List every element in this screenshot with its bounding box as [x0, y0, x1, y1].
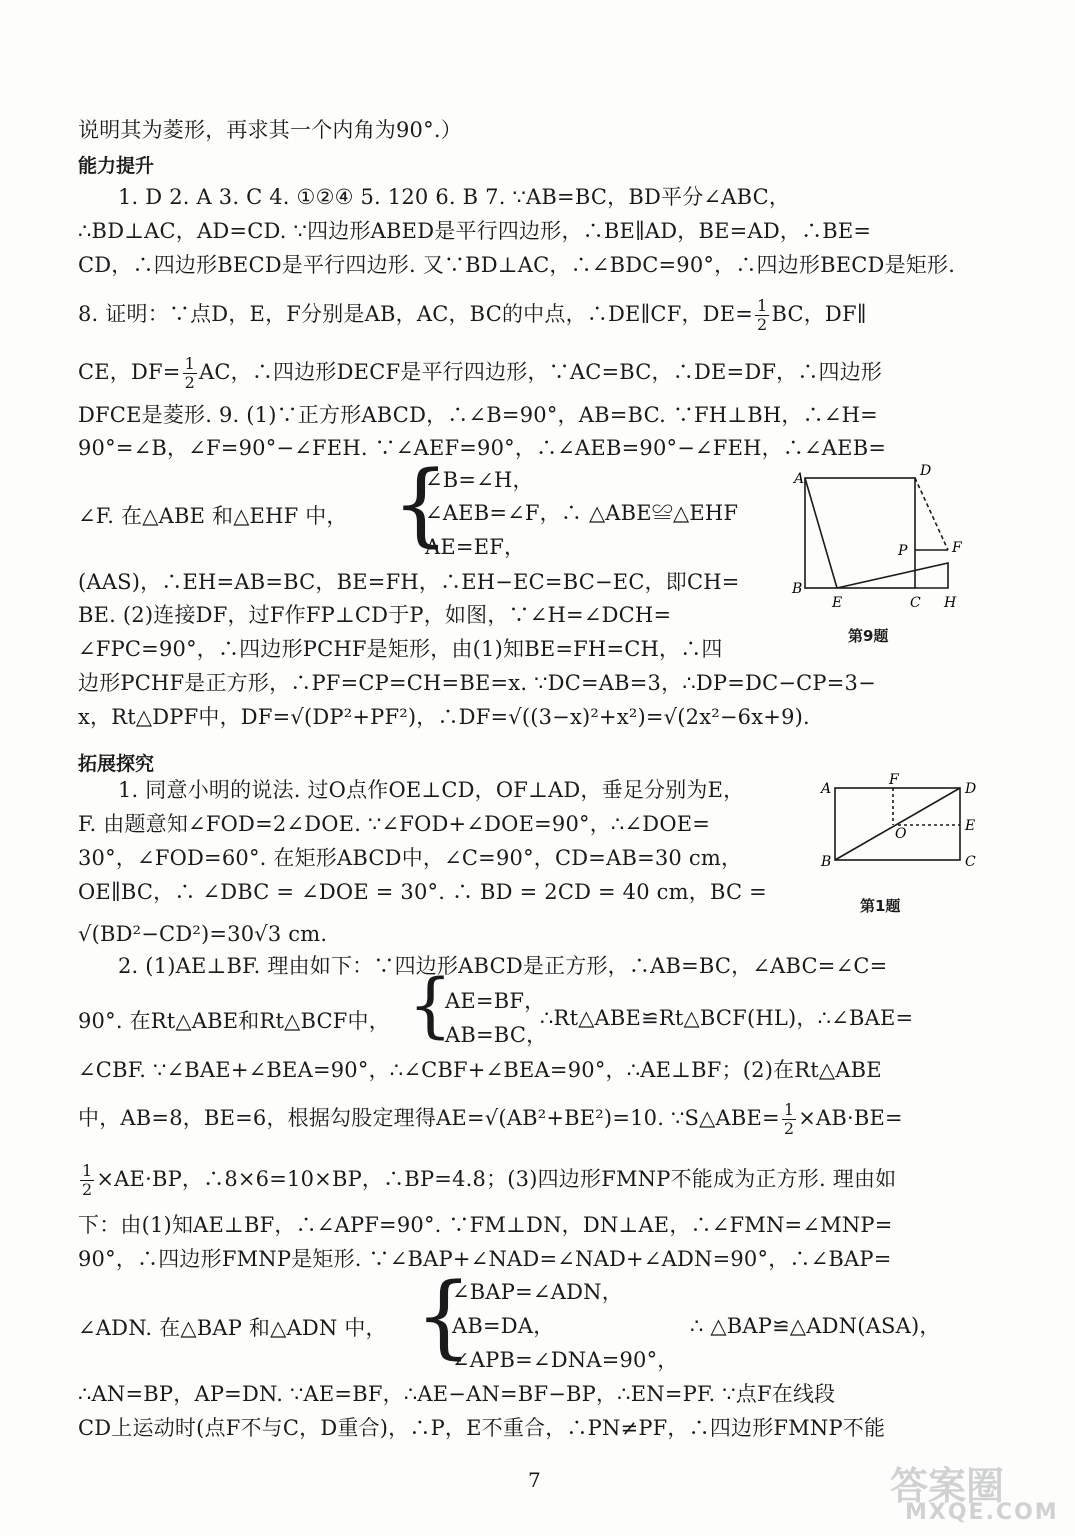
- fraction-denominator: 2: [757, 315, 768, 334]
- watermark-logo: 答案圈: [890, 1464, 1005, 1508]
- system-line: AB=BC，: [445, 1023, 548, 1047]
- point-label-B: B: [821, 854, 832, 870]
- text-line: [78, 355, 882, 392]
- fraction-numerator: 1: [757, 296, 768, 315]
- text-line: 2. (1)AE⊥BF. 理由如下：∵四边形ABCD是正方形，∴AB=BC，∠ABC=∠C=: [118, 954, 888, 978]
- point-label-H: H: [944, 595, 957, 611]
- fraction-numerator: 1: [783, 1100, 795, 1119]
- fraction-numerator: 1: [82, 1161, 93, 1180]
- fraction-numerator: 1: [184, 354, 195, 373]
- text-line: 30°，∠FOD=60°. 在矩形ABCD中，∠C=90°，CD=AB=30 cm，: [78, 846, 743, 870]
- text-line: ∠ADN. 在△BAP 和△ADN 中，: [78, 1316, 387, 1340]
- text-line: ∴BD⊥AC，AD=CD. ∵四边形ABED是平行四边形，∴BE∥AD，BE=AD，∴BE=: [78, 219, 872, 243]
- page-number: 7: [528, 1468, 541, 1492]
- text-line: ∴Rt△ABE≌Rt△BCF(HL)，∴∠BAE=: [540, 1006, 914, 1030]
- text-segment: ×AB·BE=: [798, 1106, 903, 1130]
- text-segment: 中，AB=8，BE=6，根据勾股定理得AE=√(AB²+BE²)=10. ∵S△ABE=: [78, 1106, 780, 1130]
- fraction-denominator: 2: [783, 1119, 795, 1138]
- text-line: ∠F. 在△ABE 和△EHF 中，: [78, 504, 348, 528]
- text-line: BE. (2)连接DF，过F作FP⊥CD于P，如图，∵∠H=∠DCH=: [78, 603, 672, 627]
- point-label-C: C: [910, 595, 921, 611]
- point-label-A: A: [821, 781, 832, 797]
- text-line: ∴ △BAP≌△ADN(ASA)，: [690, 1314, 941, 1338]
- system-line: ∠B=∠H，: [425, 468, 534, 492]
- text-segment: 8. 证明：∵点D，E，F分别是AB，AC，BC的中点，∴DE∥CF，DE=: [78, 302, 754, 326]
- point-label-A: A: [794, 471, 805, 487]
- text-line: 90°=∠B，∠F=90°−∠FEH. ∵∠AEF=90°，∴∠AEB=90°−∠FEH，∴∠AEB=: [78, 436, 887, 460]
- system-brace: {: [408, 964, 453, 1046]
- text-line: CD上运动时(点F不与C，D重合)，∴P，E不重合，∴PN≠PF，∴四边形FMNP不能: [78, 1416, 886, 1440]
- watermark-site: MXQE.COM: [905, 1500, 1059, 1525]
- system-brace: {: [415, 1264, 473, 1369]
- point-label-C: C: [965, 854, 976, 870]
- text-line: F. 由题意知∠FOD=2∠DOE. ∵∠FOD+∠DOE=90°，∴∠DOE=: [78, 812, 711, 836]
- section-heading-explore: 拓展探究: [78, 753, 155, 775]
- text-line: 下：由(1)知AE⊥BF，∴∠APF=90°. ∵FM⊥DN，DN⊥AE，∴∠FMN=∠MNP=: [78, 1213, 893, 1237]
- text-line: 边形PCHF是正方形，∴PF=CP=CH=BE=x. ∵DC=AB=3，∴DP=DC−CP=3−: [78, 671, 876, 695]
- text-line: CD，∴四边形BECD是平行四边形. 又∵BD⊥AC，∴∠BDC=90°，∴四边形BECD是矩形.: [78, 253, 956, 277]
- point-label-E: E: [965, 818, 976, 834]
- text-segment: CE，DF=: [78, 360, 181, 384]
- text-segment: BC，DF∥: [771, 302, 867, 326]
- figure-1-caption: 第1题: [860, 897, 901, 915]
- text-line: DFCE是菱形. 9. (1)∵正方形ABCD，∴∠B=90°，AB=BC. ∵FH⊥BH，∴∠H=: [78, 403, 878, 427]
- point-label-D: D: [920, 463, 932, 479]
- figure-9-caption: 第9题: [848, 627, 889, 645]
- point-label-D: D: [965, 781, 977, 797]
- fraction-denominator: 2: [82, 1180, 93, 1199]
- text-line: [78, 1162, 896, 1199]
- point-label-F: F: [889, 772, 899, 788]
- point-label-E: E: [832, 595, 843, 611]
- fraction: [755, 297, 769, 334]
- figure-1: [815, 770, 985, 880]
- point-label-B: B: [792, 581, 803, 597]
- text-segment: AC，∴四边形DECF是平行四边形，∵AC=BC，∴DE=DF，∴四边形: [199, 360, 883, 384]
- point-label-O: O: [895, 826, 907, 842]
- fraction-denominator: 2: [184, 373, 195, 392]
- text-line: ∠FPC=90°，∴四边形PCHF是矩形，由(1)知BE=FH=CH，∴四: [78, 637, 723, 661]
- text-line: 90°. 在Rt△ABE和Rt△BCF中，: [78, 1009, 390, 1033]
- system-brace: {: [392, 452, 450, 557]
- system-line: AE=EF，: [425, 535, 526, 559]
- system-line: ∠AEB=∠F，∴ △ABE≌△EHF: [425, 501, 739, 525]
- text-line: ∴AN=BP，AP=DN. ∵AE=BF，∴AE−AN=BF−BP，∴EN=PF. ∵点F在线段: [78, 1382, 836, 1406]
- text-line: 说明其为菱形，再求其一个内角为90°.）: [78, 118, 462, 142]
- text-line: (AAS)，∴EH=AB=BC，BE=FH，∴EH−EC=BC−EC，即CH=: [78, 570, 740, 594]
- fraction: [80, 1162, 94, 1199]
- system-line: ∠BAP=∠ADN，: [452, 1280, 623, 1304]
- system-line: AE=BF，: [445, 989, 546, 1013]
- section-heading-ability: 能力提升: [78, 155, 155, 177]
- text-line: 90°，∴四边形FMNP是矩形. ∵∠BAP+∠NAD=∠NAD+∠ADN=90°，∴∠BAP=: [78, 1247, 892, 1271]
- point-label-F: F: [952, 540, 962, 556]
- text-line: √(BD²−CD²)=30√3 cm.: [78, 922, 328, 946]
- text-line: 1. 同意小明的说法. 过O点作OE⊥CD，OF⊥AD，垂足分别为E，: [118, 778, 745, 802]
- point-label-P: P: [898, 543, 908, 559]
- text-line: [78, 1101, 903, 1138]
- text-line: [78, 297, 867, 334]
- fraction: [782, 1101, 796, 1138]
- text-line: x，Rt△DPF中，DF=√(DP²+PF²)，∴DF=√((3−x)²+x²)=√(2x²−6x+9).: [78, 705, 810, 729]
- text-line: OE∥BC，∴ ∠DBC = ∠DOE = 30°. ∴ BD = 2CD = 40 cm，BC =: [78, 880, 767, 904]
- system-line: ∠APB=∠DNA=90°，: [452, 1348, 679, 1372]
- text-segment: ×AE·BP，∴8×6=10×BP，∴BP=4.8；(3)四边形FMNP不能成为正方形. 理由如: [96, 1167, 897, 1191]
- text-line: ∠CBF. ∵∠BAE+∠BEA=90°，∴∠CBF+∠BEA=90°，∴AE⊥BF；(2)在Rt△ABE: [78, 1058, 882, 1082]
- text-line: 1. D 2. A 3. C 4. ①②④ 5. 120 6. B 7. ∵AB=BC，BD平分∠ABC，: [118, 185, 791, 209]
- system-line: AB=DA，: [452, 1314, 555, 1338]
- fraction: [183, 355, 197, 392]
